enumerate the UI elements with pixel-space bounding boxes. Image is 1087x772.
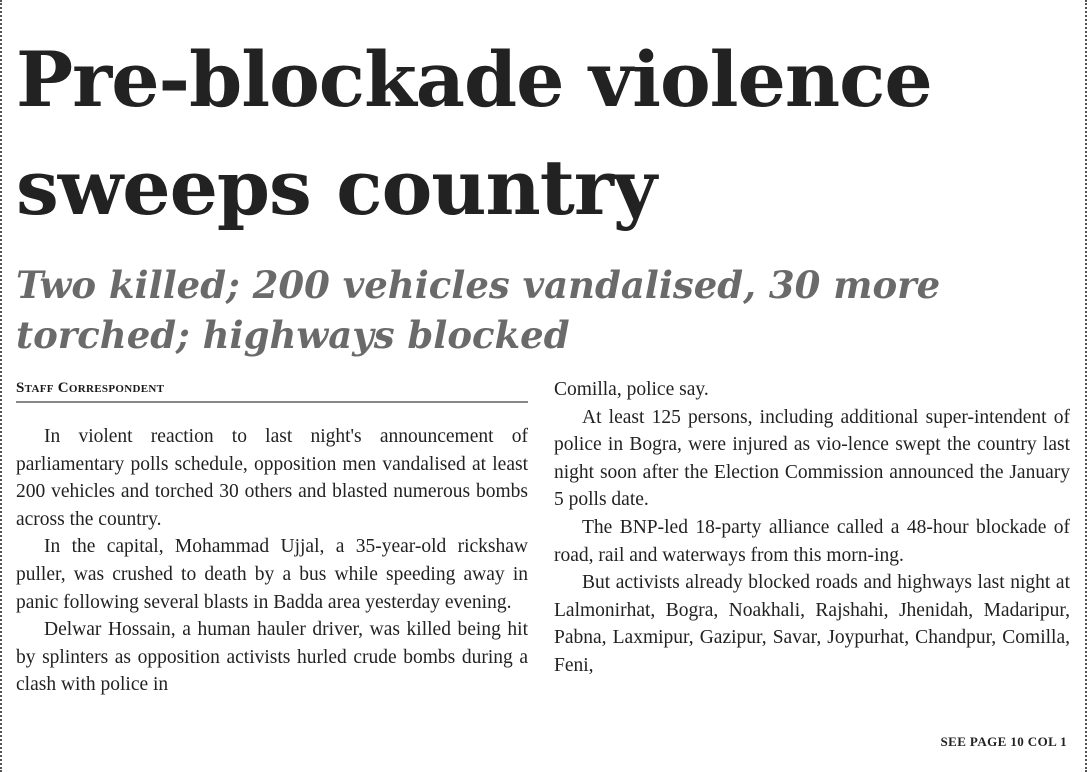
byline: Staff Correspondent (16, 380, 528, 403)
paragraph: In the capital, Mohammad Ujjal, a 35-year-old rickshaw puller, was crushed to death by a bus while speeding away in panic following several blasts in Badda area yesterday evening. (16, 536, 528, 613)
paragraph: Delwar Hossain, a human hauler driver, was killed being hit by splinters as opposition activists hurled crude bombs during a clash with police in (16, 619, 528, 696)
paragraph: The BNP-led 18-party alliance called a 48-hour blockade of road, rail and waterways from this morn-ing. (554, 516, 1070, 566)
article-column-right (554, 376, 1070, 680)
paragraph: Comilla, police say. (554, 379, 709, 400)
paragraph: In violent reaction to last night's announcement of parliamentary polls schedule, opposition men vandalised at least 200 vehicles and torched 30 others and blasted numerous bombs across the country. (16, 426, 528, 530)
headline-line-1: Pre-blockade violence (16, 35, 932, 124)
article-column-left (16, 423, 528, 699)
subheadline-line-2: torched; highways blocked (16, 313, 570, 357)
subheadline-line-1: Two killed; 200 vehicles vandalised, 30 more (16, 263, 941, 307)
continued-on-page-line[interactable]: SEE PAGE 10 COL 1 (940, 734, 1067, 749)
headline (16, 26, 1076, 242)
paragraph: But activists already blocked roads and highways last night at Lalmonirhat, Bogra, Noakhali, Rajshahi, Jhenidah, Madaripur, Pabna, Laxmipur, Gazipur, Savar, Joypurhat, Chandpur, Comilla, Feni, (554, 572, 1070, 676)
paragraph: At least 125 persons, including additional super-intendent of police in Bogra, were injured as vio-lence swept the country last night soon after the Election Commission announced the January 5 polls date. (554, 406, 1070, 511)
subheadline (16, 260, 1016, 360)
headline-line-2: sweeps country (16, 143, 657, 232)
